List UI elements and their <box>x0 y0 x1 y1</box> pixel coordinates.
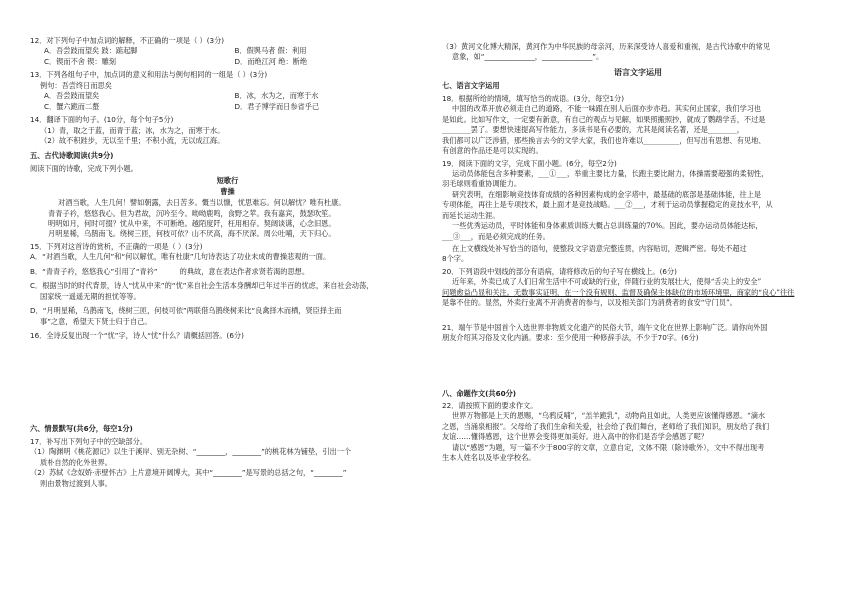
section-5 <box>30 151 425 240</box>
q15-option-c-line1: C．根据当时的时代背景，诗人“忧从中来”的“忧”来自社会生活本身酬却已年过半百的忧虑，来自社会动荡， <box>30 281 374 291</box>
section-6 <box>30 424 425 489</box>
q13-option-c: C．蟹六跪而二螯 <box>44 101 100 111</box>
q13-option-b: B．冰，水为之，而寒于水 <box>234 91 319 101</box>
q13-option-a: A．吾尝跂而望矣 <box>44 91 100 101</box>
q18-stem: 18．根据所给的情境，填写恰当的成语。(3分，每空1分) <box>442 93 625 103</box>
q15-option-d-line1: D．“月明星稀，乌鹊南飞，绕树三匝，何枝可依”两联借乌鹊绕树来比“良禽择木而栖，贤臣择主而 <box>30 306 342 316</box>
q17-item-1-line2: 质朴自然的化外世界。 <box>40 457 112 467</box>
q18-line-1: 中国的改革开放必须走自己的道路，不能一味跟在别人后面亦步亦趋。其实何止国家，我们学习也 <box>452 104 762 114</box>
poem-line-2: 青青子衿，悠悠我心。但为君故，沉吟至今。呦呦鹿鸣，食野之苹。我有嘉宾，鼓瑟吹笙。 <box>48 208 336 218</box>
q17-item-2-line1: （2）苏轼《念奴娇·赤壁怀古》上片意境开阔博大，其中“________”是写景的总括之句，“________” <box>30 468 347 478</box>
q20-line-1: 近年来，外卖已成了人们日常生活中不可或缺的行业，伴随行业的发展壮大，使得“舌尖上的安全” <box>452 277 762 287</box>
right-column <box>442 42 834 464</box>
poem-line-3: 明明如月，何时可掇？忧从中来，不可断绝。越陌度阡，枉用相存。契阔谈䜩，心念旧恩。 <box>48 219 336 228</box>
part-title-language-use: 语言文字运用 <box>614 67 662 77</box>
q16-stem: 16．全诗反复出现一个“忧”字，诗人“忧”什么？请概括回答。(6分) <box>30 330 244 340</box>
q19-line-4: 专项体能，再往上是专项技术，最上面才是竞技战略。___②___，才利于运动员掌握稳定的竞技水平，从 <box>442 200 773 210</box>
q20-line-3: 是靠不住的。显然，外卖行业离不开消费者的参与，以及相关部门为消费者的食安“守门员”。 <box>442 298 737 308</box>
q15-stem: 15．下列对这首诗的赏析，不正确的一项是（ ）(3分) <box>30 241 203 251</box>
q14-item-2: （2）故不积跬步，无以至千里；不积小流，无以成江海。 <box>40 135 225 145</box>
q18-line-3: ________罢了。要想快速提高写作能力，多读书是有必要的，尤其是阅读名著，还是________， <box>442 125 744 135</box>
q22-line-2: 之恩，当涌泉相报”。父母给了我们生命和关爱，社会给了我们舞台，老师给了我们知识，朋友给了我们 <box>442 421 770 431</box>
q12-option-a: A．吾尝跂而望矣 跂：踮起脚 <box>44 46 138 56</box>
q15-option-b-part2: 的典故，意在表达作者求贤若渴的思想。 <box>179 266 310 276</box>
q14-stem: 14．翻译下面的句子。(10分，每个句子5分) <box>30 115 174 125</box>
q20-line-2: 问题愈益凸显和关注。无数事实证明，在一个没有规则、监督及确保主体缺位的市场环境里，商家的“良心”往往 <box>442 287 795 297</box>
q17-stem: 17．补写出下列句子中的空缺部分。 <box>30 436 147 446</box>
q12-stem: 12．对下列句子中加点词的解释，不正确的一项是（ ）(3分) <box>30 36 225 45</box>
q12-option-c: C．锲而不舍 锲：雕刻 <box>44 56 116 66</box>
q19-line-7: ___③___，而是必须完成的任务。 <box>442 231 550 241</box>
question-14 <box>30 115 425 146</box>
q19-line-5: 而延长运动生涯。 <box>442 210 500 220</box>
q13-example: 例句：吾尝终日而思矣 <box>40 80 112 90</box>
q15-option-b <box>30 267 425 277</box>
section-8-title: 八、命题作文(共60分) <box>442 388 517 398</box>
q22-line-5: 生本人姓名以及毕业学校名。 <box>442 453 536 463</box>
q22-line-4: 请以“感恩”为题，写一篇不少于800字的文章，立意自定，文体不限（除诗歌外），文中不得出现考 <box>452 442 765 452</box>
q15-option-d-line2: 事”之意，希望天下贤士归于自己。 <box>40 316 152 326</box>
poem-line-1: 对酒当歌，人生几何！譬如朝露，去日苦多。慨当以慷，忧思难忘。何以解忧？唯有杜康。 <box>58 198 346 208</box>
question-21 <box>442 323 834 344</box>
question-19 <box>442 159 834 265</box>
q13-stem: 13．下列各组句子中，加点词的意义和用法与例句相同的一组是（ ）(3分) <box>30 70 268 80</box>
left-column <box>30 36 425 489</box>
q18-line-5: 有创意的作品还是可以实现的。 <box>442 146 543 156</box>
q18-line-2: 是如此。比如写作文，一定要有新意，有自己的观点与见解，如果照搬照抄，就成了鹦鹉学舌，不过是 <box>442 114 766 124</box>
section-7-title: 七、语言文字运用 <box>442 81 500 91</box>
question-18 <box>442 94 834 157</box>
q19-stem: 19．阅读下面的文字，完成下面小题。(6分，每空2分) <box>442 158 617 168</box>
question-12 <box>30 36 425 67</box>
q12-option-d: D．而绝江河 绝：断绝 <box>234 56 308 66</box>
poem-line-4: 月明星稀，乌鹊南飞。绕树三匝，何枝可依？山不厌高，海不厌深。周公吐哺，天下归心。 <box>48 229 336 239</box>
q19-line-6: 一些优秀运动员，平时体能和身体素质训练大概占总训练量的70%。因此，要办运动员体能达标， <box>452 221 763 231</box>
q17-item-3-line1: （3）黄河文化博大精深，黄河作为中华民族的母亲河，历来深受诗人喜爱和重视，是古代诗歌中的常见 <box>442 42 771 51</box>
q15-option-c-line2: 国家统一遥遥无期的担忧等等。 <box>40 291 141 301</box>
q19-task-line2: 8个字。 <box>442 254 469 264</box>
q19-line-2: 羽毛球则看重协调能力。 <box>442 179 522 189</box>
question-22 <box>442 401 834 464</box>
q15-option-a: A．“对酒当歌，人生几何”和“何以解忧，唯有杜康”几句诗表达了功业未成的曹操悲观的一面。 <box>30 252 331 262</box>
q18-line-4: 我们都可以广泛涉猎，那些换言去今的文学大家，我们也许难以__________，但写出有思想、有见地、 <box>442 135 766 145</box>
question-15 <box>30 242 425 342</box>
q19-line-1: 运动员体能包含多种要素，___①___，举重主要比力量，长跑主要比耐力，体操需要超强的柔韧性， <box>452 168 769 178</box>
q17-item-3-line2: 意象，如“______________，______________”。 <box>452 52 604 62</box>
poem-title: 短歌行 <box>216 176 239 186</box>
section-5-title: 五、古代诗歌阅读(共9分) <box>30 151 114 161</box>
q20-stem: 20．下列语段中划线的部分有语病，请将修改后的句子写在横线上。(6分) <box>442 266 677 276</box>
q17-item-1-line1: （1）陶渊明《桃花源记》以生于溪岸、别无杂树、“________，________”的桃花林为铺垫，引出一个 <box>30 447 352 457</box>
q22-stem: 22．请按照下面的要求作文。 <box>442 400 538 410</box>
q12-option-b: B．假舆马者 假：利用 <box>234 46 307 56</box>
question-13 <box>30 70 425 112</box>
q15-option-b-part1: B．“青青子衿，悠悠我心”引用了“青衿” <box>30 266 158 276</box>
q19-task-line1: 在上文横线处补写恰当的语句，使整段文字语意完整连贯，内容贴切，逻辑严密。每处不超过 <box>452 244 747 254</box>
q22-line-1: 世界万物都是上天的恩赐，“乌鸦反哺”，“羔羊跪乳”，动物尚且如此，人类更应该懂得感恩。“滴水 <box>452 411 766 421</box>
q14-item-1: （1）青，取之于蓝，而青于蓝；冰，水为之，而寒于水。 <box>40 125 225 135</box>
q19-line-3: 研究表明，在细影响竞技体育成绩的各种因素构成的金字塔中，最基础的底部是基础体能，往上是 <box>452 189 762 199</box>
q22-line-3: 友谊……懂得感恩，这个世界会变得更加美好。进入高中的你们是否学会感恩了呢？ <box>442 432 708 442</box>
q21-line-1: 21．端午节是中国首个入选世界非物质文化遗产的民俗大节，端午文化在世界上影响广泛。请你向外国 <box>442 322 768 332</box>
q17-item-2-line2: 则由景物过渡到人事。 <box>40 478 112 488</box>
q13-option-d: D．君子博学而日参省乎己 <box>234 101 320 111</box>
q21-line-2: 朋友介绍其习俗及文化内涵。要求：至少使用一种修辞手法，不少于70字。(6分) <box>442 333 699 343</box>
section-5-intro: 阅读下面的诗歌，完成下列小题。 <box>30 163 138 173</box>
section-6-title: 六、情景默写(共6分，每空1分) <box>30 424 133 434</box>
question-20 <box>442 267 834 309</box>
poem-author: 曹操 <box>220 186 235 196</box>
